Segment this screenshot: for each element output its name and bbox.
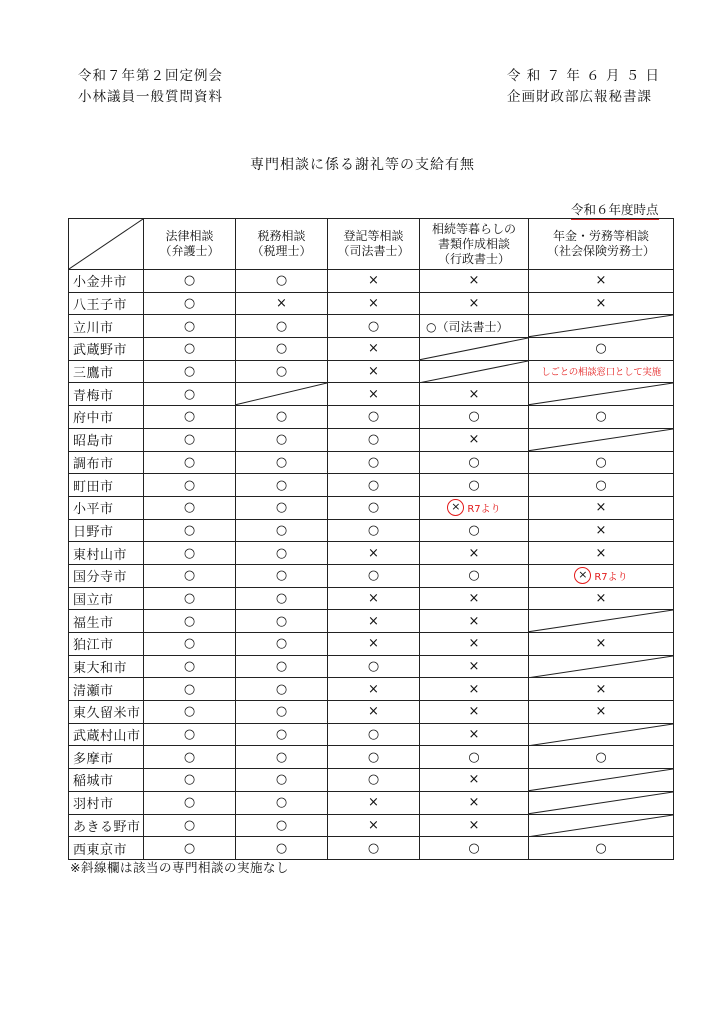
status-cell-tax: ○ — [236, 542, 328, 565]
status-cell-pension: × — [529, 678, 674, 701]
municipality-name: あきる野市 — [69, 814, 144, 837]
status-cell-legal: ○ — [144, 315, 236, 338]
status-cell-inheritance: × — [420, 678, 529, 701]
table-body — [69, 270, 674, 860]
status-cell-registration: ○ — [328, 315, 420, 338]
status-cell-legal: ○ — [144, 564, 236, 587]
status-cell-legal: ○ — [144, 451, 236, 474]
table-row — [69, 837, 674, 860]
table-row — [69, 769, 674, 792]
municipality-name: 清瀬市 — [69, 678, 144, 701]
table-header-row — [69, 219, 674, 270]
municipality-name: 青梅市 — [69, 383, 144, 406]
status-cell-inheritance: × — [420, 723, 529, 746]
material-label: 小林議員一般質問資料 — [78, 89, 223, 105]
status-cell-inheritance: ○ — [420, 746, 529, 769]
municipality-name: 東村山市 — [69, 542, 144, 565]
diagonal-slash — [529, 656, 673, 678]
status-cell-inheritance: ○ — [420, 451, 529, 474]
diagonal-slash — [420, 361, 528, 383]
diagonal-slash — [529, 815, 673, 837]
status-cell-pension: ○ — [529, 474, 674, 497]
table-row — [69, 428, 674, 451]
status-cell-legal: ○ — [144, 474, 236, 497]
status-cell-tax: ○ — [236, 769, 328, 792]
footnote: ※斜線欄は該当の専門相談の実施なし — [70, 860, 289, 875]
status-cell-pension: × — [529, 270, 674, 293]
not-offered-cell — [420, 360, 529, 383]
as-of-label: 令和６年度時点 — [571, 200, 659, 220]
diagonal-slash — [529, 792, 673, 814]
consultation-table — [68, 218, 674, 860]
status-cell-tax: ○ — [236, 723, 328, 746]
status-cell-registration: ○ — [328, 406, 420, 429]
status-cell-registration: × — [328, 360, 420, 383]
column-header-pension: 年金・労務等相談 （社会保険労務士） — [529, 219, 674, 270]
status-cell-inheritance: × — [420, 292, 529, 315]
status-cell-registration: ○ — [328, 769, 420, 792]
not-offered-cell — [529, 723, 674, 746]
status-cell-legal: ○ — [144, 270, 236, 293]
municipality-name: 羽村市 — [69, 791, 144, 814]
diagonal-slash — [529, 610, 673, 632]
municipality-name: 国分寺市 — [69, 564, 144, 587]
status-cell-registration: ○ — [328, 746, 420, 769]
status-cell-legal: ○ — [144, 837, 236, 860]
municipality-name: 多摩市 — [69, 746, 144, 769]
municipality-name: 東大和市 — [69, 655, 144, 678]
status-cell-legal: ○ — [144, 428, 236, 451]
municipality-name: 昭島市 — [69, 428, 144, 451]
status-cell-pension: × — [529, 519, 674, 542]
status-cell-inheritance: ○ — [420, 474, 529, 497]
table-row — [69, 406, 674, 429]
status-cell-pension: ○ — [529, 451, 674, 474]
table-row — [69, 338, 674, 361]
status-cell-tax: ○ — [236, 428, 328, 451]
red-note-cell — [529, 360, 674, 383]
status-cell-tax: ○ — [236, 746, 328, 769]
status-cell-registration: × — [328, 270, 420, 293]
municipality-name: 西東京市 — [69, 837, 144, 860]
status-cell-tax: ○ — [236, 360, 328, 383]
status-cell-inheritance: ○（司法書士） — [420, 315, 529, 338]
not-offered-cell — [529, 655, 674, 678]
status-cell-legal: ○ — [144, 519, 236, 542]
diagonal-slash — [529, 429, 673, 451]
status-cell-registration: × — [328, 610, 420, 633]
not-offered-cell — [529, 791, 674, 814]
status-cell-pension: ○ — [529, 837, 674, 860]
municipality-name: 小平市 — [69, 496, 144, 519]
document-title: 専門相談に係る謝礼等の支給有無 — [250, 157, 475, 173]
municipality-name: 小金井市 — [69, 270, 144, 293]
status-cell-legal: ○ — [144, 383, 236, 406]
not-offered-cell — [529, 428, 674, 451]
column-header-tax: 税務相談 （税理士） — [236, 219, 328, 270]
municipality-name: 町田市 — [69, 474, 144, 497]
table-row — [69, 474, 674, 497]
status-cell-legal: ○ — [144, 746, 236, 769]
revision-note: R7より — [467, 504, 501, 516]
status-cell-tax: ○ — [236, 270, 328, 293]
not-offered-cell — [236, 383, 328, 406]
status-cell-inheritance: × — [420, 542, 529, 565]
revision-note: R7より — [594, 572, 628, 584]
municipality-name: 福生市 — [69, 610, 144, 633]
not-offered-cell — [529, 769, 674, 792]
circled-mark: × — [447, 499, 464, 516]
status-cell-pension: × — [529, 701, 674, 724]
status-cell-tax: ○ — [236, 814, 328, 837]
status-cell-legal: ○ — [144, 791, 236, 814]
table-row — [69, 814, 674, 837]
municipality-name: 八王子市 — [69, 292, 144, 315]
municipality-name: 三鷹市 — [69, 360, 144, 383]
status-cell-pension: × — [529, 496, 674, 519]
table-row — [69, 723, 674, 746]
status-cell-inheritance: × — [420, 655, 529, 678]
status-cell-legal: ○ — [144, 542, 236, 565]
changed-cell-pension — [529, 564, 674, 587]
status-cell-legal: ○ — [144, 292, 236, 315]
diagonal-slash — [420, 338, 528, 360]
table-row — [69, 519, 674, 542]
status-cell-tax: ○ — [236, 474, 328, 497]
status-cell-inheritance: ○ — [420, 519, 529, 542]
status-cell-legal: ○ — [144, 701, 236, 724]
status-cell-registration: × — [328, 338, 420, 361]
status-cell-inheritance: × — [420, 383, 529, 406]
status-cell-inheritance: ○ — [420, 564, 529, 587]
status-cell-legal: ○ — [144, 678, 236, 701]
municipality-name: 立川市 — [69, 315, 144, 338]
status-cell-legal: ○ — [144, 655, 236, 678]
diagonal-slash — [529, 383, 673, 405]
table-row — [69, 587, 674, 610]
status-cell-inheritance: ○ — [420, 837, 529, 860]
status-cell-registration: × — [328, 701, 420, 724]
status-cell-inheritance: × — [420, 791, 529, 814]
status-cell-registration: ○ — [328, 428, 420, 451]
status-cell-pension: ○ — [529, 746, 674, 769]
circled-mark: × — [574, 567, 591, 584]
status-cell-pension: ○ — [529, 338, 674, 361]
status-cell-registration: ○ — [328, 451, 420, 474]
status-cell-tax: ○ — [236, 315, 328, 338]
status-cell-tax: ○ — [236, 451, 328, 474]
table-row — [69, 270, 674, 293]
table-row — [69, 655, 674, 678]
status-cell-tax: ○ — [236, 564, 328, 587]
table-row — [69, 701, 674, 724]
status-cell-inheritance: × — [420, 769, 529, 792]
status-cell-tax: ○ — [236, 610, 328, 633]
status-cell-tax: ○ — [236, 519, 328, 542]
status-cell-legal: ○ — [144, 814, 236, 837]
status-cell-legal: ○ — [144, 496, 236, 519]
status-cell-tax: ○ — [236, 655, 328, 678]
status-cell-inheritance: × — [420, 814, 529, 837]
status-cell-tax: ○ — [236, 678, 328, 701]
status-cell-legal: ○ — [144, 338, 236, 361]
table-row — [69, 610, 674, 633]
status-cell-registration: ○ — [328, 474, 420, 497]
status-cell-legal: ○ — [144, 587, 236, 610]
municipality-name: 調布市 — [69, 451, 144, 474]
status-cell-pension: × — [529, 542, 674, 565]
table-row — [69, 746, 674, 769]
document-date: 令 和 ７ 年 ６ 月 ５ 日 — [507, 68, 661, 84]
status-cell-tax: ○ — [236, 791, 328, 814]
table-row — [69, 292, 674, 315]
diagonal-slash — [236, 383, 327, 405]
column-header-inheritance: 相続等暮らしの 書類作成相談 （行政書士） — [420, 219, 529, 270]
status-cell-legal: ○ — [144, 633, 236, 656]
status-cell-pension: × — [529, 633, 674, 656]
municipality-name: 国立市 — [69, 587, 144, 610]
status-cell-tax: ○ — [236, 837, 328, 860]
status-cell-inheritance: × — [420, 610, 529, 633]
table-row — [69, 633, 674, 656]
status-cell-registration: ○ — [328, 496, 420, 519]
status-cell-inheritance: × — [420, 270, 529, 293]
diagonal-slash — [529, 724, 673, 746]
status-cell-legal: ○ — [144, 723, 236, 746]
status-cell-inheritance: × — [420, 587, 529, 610]
department-label: 企画財政部広報秘書課 — [507, 89, 652, 105]
not-offered-cell — [529, 610, 674, 633]
status-cell-pension: × — [529, 587, 674, 610]
corner-cell — [69, 219, 144, 270]
table-row — [69, 564, 674, 587]
status-cell-inheritance: ○ — [420, 406, 529, 429]
status-cell-registration: ○ — [328, 655, 420, 678]
municipality-name: 東久留米市 — [69, 701, 144, 724]
status-cell-tax: × — [236, 292, 328, 315]
status-cell-legal: ○ — [144, 406, 236, 429]
changed-cell-inheritance — [420, 496, 529, 519]
not-offered-cell — [529, 814, 674, 837]
municipality-name: 日野市 — [69, 519, 144, 542]
header-right — [507, 66, 660, 108]
status-cell-registration: × — [328, 383, 420, 406]
red-note: しごとの相談窓口として実施 — [541, 367, 661, 379]
table-row — [69, 383, 674, 406]
column-header-registration: 登記等相談 （司法書士） — [328, 219, 420, 270]
header-left — [78, 66, 223, 108]
municipality-name: 稲城市 — [69, 769, 144, 792]
status-cell-registration: ○ — [328, 837, 420, 860]
status-cell-legal: ○ — [144, 610, 236, 633]
table-row — [69, 542, 674, 565]
status-cell-registration: ○ — [328, 519, 420, 542]
status-cell-tax: ○ — [236, 701, 328, 724]
table-row — [69, 678, 674, 701]
table-row — [69, 451, 674, 474]
status-cell-legal: ○ — [144, 360, 236, 383]
status-cell-inheritance: × — [420, 633, 529, 656]
table-row — [69, 360, 674, 383]
diagonal-slash — [529, 769, 673, 791]
status-cell-registration: × — [328, 587, 420, 610]
status-cell-legal: ○ — [144, 769, 236, 792]
municipality-name: 武蔵野市 — [69, 338, 144, 361]
status-cell-registration: × — [328, 542, 420, 565]
municipality-name: 武蔵村山市 — [69, 723, 144, 746]
municipality-name: 狛江市 — [69, 633, 144, 656]
corner-diagonal — [69, 219, 143, 269]
status-cell-registration: ○ — [328, 564, 420, 587]
status-cell-tax: ○ — [236, 633, 328, 656]
status-cell-inheritance: × — [420, 701, 529, 724]
status-cell-registration: × — [328, 791, 420, 814]
status-cell-inheritance: × — [420, 428, 529, 451]
table-row — [69, 496, 674, 519]
status-cell-tax: ○ — [236, 496, 328, 519]
status-cell-registration: × — [328, 814, 420, 837]
status-cell-registration: × — [328, 633, 420, 656]
column-header-legal: 法律相談 （弁護士） — [144, 219, 236, 270]
status-cell-registration: × — [328, 678, 420, 701]
status-cell-tax: ○ — [236, 587, 328, 610]
diagonal-slash — [529, 315, 673, 337]
status-cell-registration: × — [328, 292, 420, 315]
status-cell-registration: ○ — [328, 723, 420, 746]
session-label: 令和７年第２回定例会 — [78, 68, 223, 84]
not-offered-cell — [529, 383, 674, 406]
status-cell-tax: ○ — [236, 406, 328, 429]
not-offered-cell — [420, 338, 529, 361]
not-offered-cell — [529, 315, 674, 338]
municipality-name: 府中市 — [69, 406, 144, 429]
status-cell-tax: ○ — [236, 338, 328, 361]
table-row — [69, 315, 674, 338]
status-cell-pension: × — [529, 292, 674, 315]
status-cell-pension: ○ — [529, 406, 674, 429]
table-row — [69, 791, 674, 814]
